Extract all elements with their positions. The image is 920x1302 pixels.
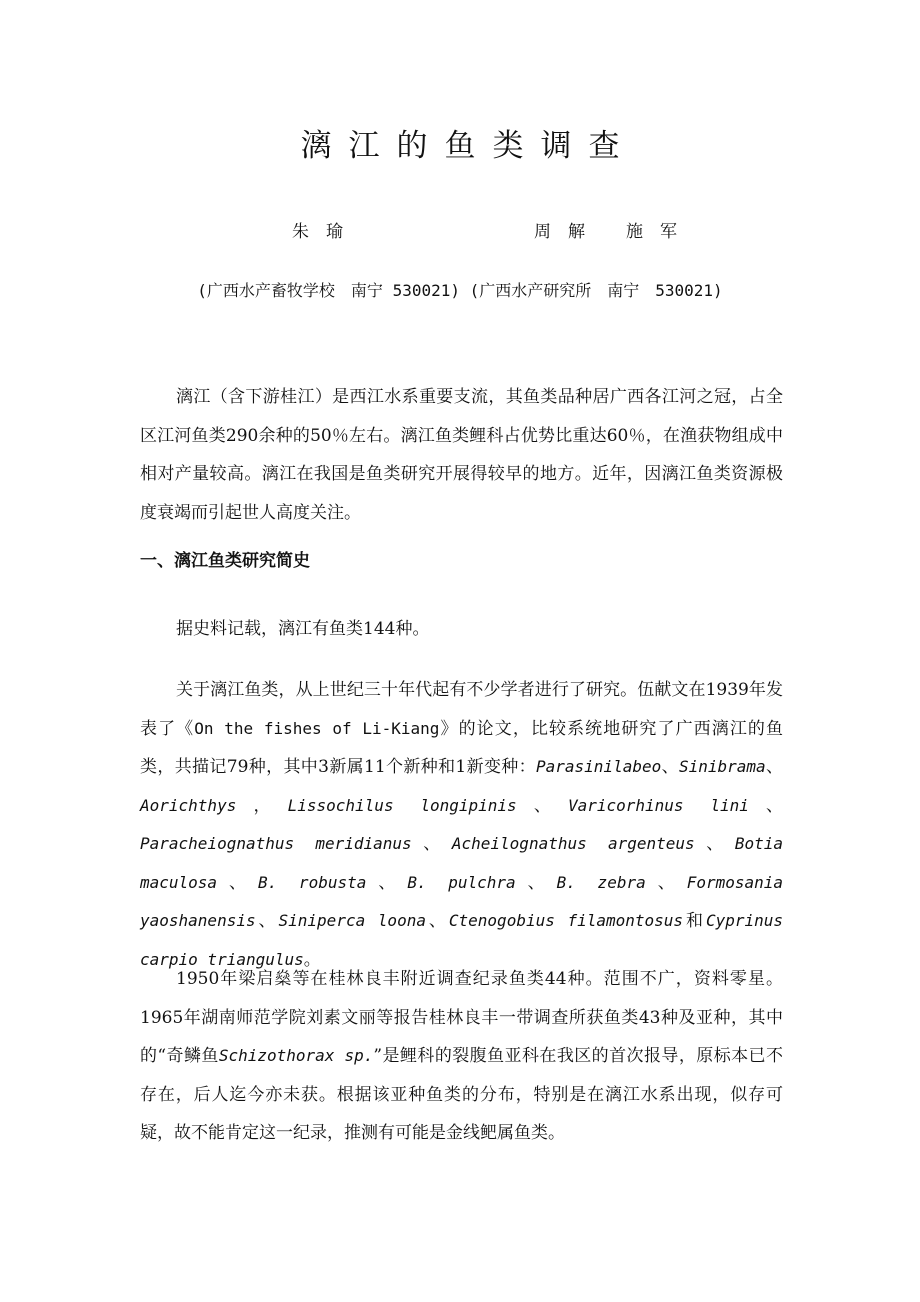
separator: 和 [683,911,706,931]
species-name: Paracheiognathus meridianus [140,834,412,853]
section-heading: 一、漓江鱼类研究简史 [140,551,310,571]
section-paragraph-3 [140,960,783,1153]
separator: 、 [765,757,784,777]
species-name: Aorichthys [140,795,237,815]
species-name: B. pulchra [407,872,516,892]
species-name: Cyprinus carpio triangulus [140,911,784,969]
species-name: Varicorhinus lini [567,795,749,815]
section-paragraph-1: 据史料记载，漓江有鱼类144种。 [176,619,430,639]
paragraph-text: 》的论文，比较系统地研究了广西漓江的鱼类，共描记79种，其中3新属11个新种和1新变种： [140,718,784,777]
separator: 、 [516,795,568,816]
separator: ， [236,795,288,816]
species-name: Lissochilus longipinis [287,795,517,815]
author-affiliations: (广西水产畜牧学校 南宁 530021) (广西水产研究所 南宁 530021) [197,281,723,300]
species-name: Botia maculosa [140,834,784,892]
species-name: B. zebra [556,872,646,892]
separator: 、 [748,795,783,816]
species-name: B. robusta [258,872,367,892]
species-name: Ctenogobius filamontosus [448,911,684,930]
intro-paragraph: 漓江（含下游桂江）是西江水系重要支流，其鱼类品种居广西各江河之冠，占全区江河鱼类290余种的50％左右。漓江鱼类鲤科占优势比重达60％，在渔获物组成中相对产量较高。漓江在我国是鱼类研究开展得较早的地方。近年，因漓江鱼类资源极度衰竭而引起世人高度关注。 [140,387,783,523]
separator: 、 [694,834,735,854]
separator: 、 [645,872,687,893]
separator: 、 [411,834,452,854]
separator: 、 [217,872,259,893]
species-name: Siniperca loona [278,911,426,930]
document-title: 漓江的鱼类调查 [300,128,637,164]
paragraph-text: ”是鲤科的裂腹鱼亚科在我区的首次报导，原标本已不存在，后人迄今亦未获。根据该亚种鱼类的分布，特别是在漓江水系出现，似存可疑，故不能肯定这一纪录，推测有可能是金线鲃属鱼类。 [140,1046,783,1143]
species-name: Acheilognathus argenteus [451,834,695,853]
separator: 、 [255,911,279,931]
separator: 、 [515,872,557,893]
species-name: Parasinilabeo [536,757,662,776]
species-name: Schizothorax sp. [218,1046,374,1065]
author-zhu-yu: 朱 瑜 [292,222,343,242]
separator: 、 [425,911,449,931]
separator: 、 [661,757,679,777]
author-zhou-jie: 周 解 [534,222,585,242]
english-paper-title: On the fishes of Li-Kiang [194,718,440,738]
separator: 。 [303,949,321,970]
separator: 、 [366,872,408,893]
species-name: Formosania yaoshanensis [140,872,784,930]
author-shi-jun: 施 军 [626,222,677,242]
paragraph-text: 1950年梁启燊等在桂林良丰附近调查纪录鱼类44种。范围不广，资料零星。1965年湖南师范学院刘素文丽等报告桂林良丰一带调查所获鱼类43种及亚种，其中的“奇鳞鱼 [140,969,783,1066]
species-name: Sinibrama [678,757,766,776]
section-paragraph-2 [140,671,783,979]
paragraph-text: 关于漓江鱼类，从上世纪三十年代起有不少学者进行了研究。伍献文在1939年发表了《 [140,680,783,739]
